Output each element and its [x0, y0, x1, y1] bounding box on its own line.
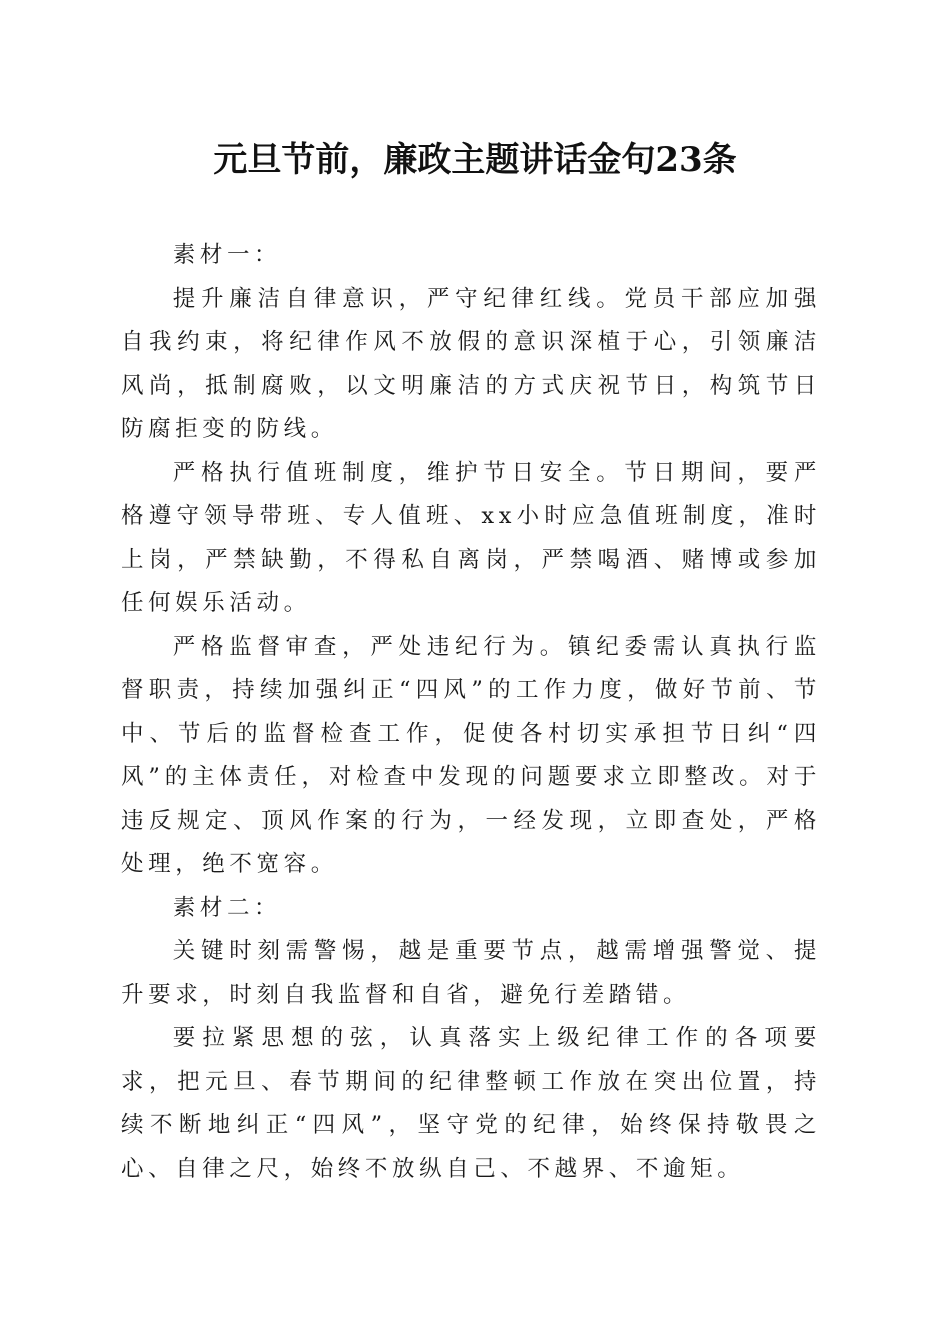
paragraph: 严格执行值班制度，维护节日安全。节日期间，要严格遵守领导带班、专人值班、xx小时应急值班制度，准时上岗，严禁缺勤，不得私自离岗，严禁喝酒、赌博或参加任何娱乐活动。 — [121, 459, 821, 616]
paragraph: 提升廉洁自律意识，严守纪律红线。党员干部应加强自我约束，将纪律作风不放假的意识深植于心，引领廉洁风尚，抵制腐败，以文明廉洁的方式庆祝节日，构筑节日防腐拒变的防线。 — [121, 285, 821, 442]
paragraph: 要拉紧思想的弦，认真落实上级纪律工作的各项要求，把元旦、春节期间的纪律整顿工作放在突出位置，持续不断地纠正“四风”，坚守党的纪律，始终保持敬畏之心、自律之尺，始终不放纵自己、不越界、不逾矩。 — [121, 1025, 821, 1182]
document-title: 元旦节前，廉政主题讲话金句23条 — [213, 140, 737, 180]
section-heading: 素材二： — [172, 894, 282, 921]
document-body — [121, 234, 821, 1191]
paragraph: 严格监督审查，严处违纪行为。镇纪委需认真执行监督职责，持续加强纠正“四风”的工作力度，做好节前、节中、节后的监督检查工作，促使各村切实承担节日纠“四风”的主体责任，对检查中发现的问题要求立即整改。对于违反规定、顶风作案的行为，一经发现，立即查处，严格处理，绝不宽容。 — [121, 633, 821, 877]
section-heading: 素材一： — [172, 242, 282, 268]
paragraph: 关键时刻需警惕，越是重要节点，越需增强警觉、提升要求，时刻自我监督和自省，避免行差踏错。 — [121, 938, 821, 1008]
